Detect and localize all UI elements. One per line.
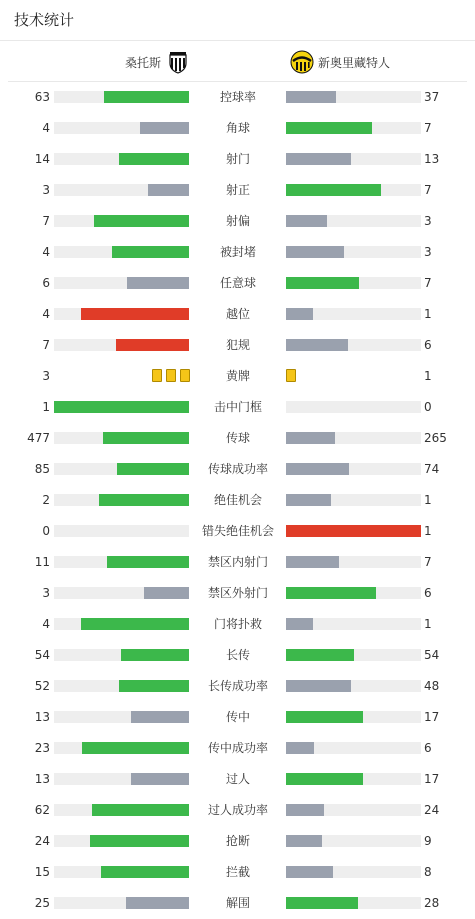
home-value: 13 xyxy=(34,772,50,786)
away-bar-track xyxy=(286,432,421,444)
away-value: 7 xyxy=(424,121,432,135)
away-bar xyxy=(286,835,322,847)
away-bar xyxy=(286,494,331,506)
stat-label: 过人成功率 xyxy=(207,803,268,817)
home-bar xyxy=(119,153,189,165)
away-bar xyxy=(286,804,324,816)
stat-label: 禁区外射门 xyxy=(207,586,268,600)
yellow-card-icon xyxy=(166,369,176,382)
home-bar xyxy=(92,804,189,816)
stat-label: 传中 xyxy=(225,710,250,724)
home-team-name: 桑托斯 xyxy=(125,55,162,70)
away-bar-track xyxy=(286,618,421,630)
home-value: 62 xyxy=(34,803,50,817)
away-bar-track xyxy=(286,835,421,847)
away-value: 24 xyxy=(424,803,440,817)
stat-row xyxy=(0,763,475,794)
stat-label: 传球 xyxy=(225,431,250,445)
away-team-name: 新奥里藏特人 xyxy=(318,55,391,70)
away-bar xyxy=(286,246,344,258)
stat-label: 射门 xyxy=(225,152,250,166)
away-value: 17 xyxy=(424,710,440,724)
stat-label: 抢断 xyxy=(225,834,250,848)
away-value: 37 xyxy=(424,90,440,104)
stat-row xyxy=(0,732,475,763)
away-bar xyxy=(286,153,351,165)
away-bar-track xyxy=(286,680,421,692)
stat-row xyxy=(0,577,475,608)
stat-row xyxy=(0,298,475,329)
home-bar xyxy=(103,432,189,444)
home-value: 2 xyxy=(42,493,50,507)
away-bar-track xyxy=(286,215,421,227)
away-bar xyxy=(286,432,335,444)
away-bar xyxy=(286,773,363,785)
away-bar-track xyxy=(286,773,421,785)
novorizontino-crest-icon xyxy=(290,50,314,74)
home-value: 52 xyxy=(34,679,50,693)
home-value: 6 xyxy=(42,276,50,290)
home-value: 15 xyxy=(34,865,50,879)
stat-row xyxy=(0,484,475,515)
home-bar xyxy=(140,122,189,134)
stat-row xyxy=(0,670,475,701)
away-value: 7 xyxy=(424,555,432,569)
stat-label: 长传 xyxy=(225,648,250,662)
away-yellow-cards xyxy=(286,369,296,382)
away-bar-track xyxy=(286,587,421,599)
stat-row xyxy=(0,81,475,112)
santos-crest-icon xyxy=(166,50,190,74)
away-bar-track xyxy=(286,866,421,878)
home-bar-track xyxy=(54,525,189,537)
home-bar xyxy=(121,649,189,661)
away-bar xyxy=(286,122,372,134)
away-team xyxy=(290,51,390,73)
home-bar xyxy=(127,277,189,289)
home-value: 477 xyxy=(27,431,50,445)
home-bar xyxy=(117,463,189,475)
home-bar-track xyxy=(54,804,189,816)
stat-label: 角球 xyxy=(225,121,250,135)
away-value: 1 xyxy=(424,493,432,507)
home-value: 7 xyxy=(42,214,50,228)
away-bar xyxy=(286,277,359,289)
stat-label: 射偏 xyxy=(225,214,250,228)
away-value: 1 xyxy=(424,369,432,383)
home-bar-track xyxy=(54,122,189,134)
away-bar-track xyxy=(286,246,421,258)
home-bar-track xyxy=(54,91,189,103)
stat-row xyxy=(0,701,475,732)
stat-label: 解围 xyxy=(225,896,250,910)
stat-row xyxy=(0,546,475,577)
stat-label: 犯规 xyxy=(225,338,250,352)
away-bar-track xyxy=(286,556,421,568)
home-bar-track xyxy=(54,494,189,506)
home-yellow-cards xyxy=(152,369,190,382)
home-value: 4 xyxy=(42,307,50,321)
away-bar-track xyxy=(286,339,421,351)
home-value: 1 xyxy=(42,400,50,414)
away-value: 8 xyxy=(424,865,432,879)
away-bar-track xyxy=(286,153,421,165)
section-title: 技术统计 xyxy=(14,11,75,29)
home-bar xyxy=(94,215,189,227)
stat-label: 控球率 xyxy=(219,90,256,104)
away-bar xyxy=(286,91,336,103)
home-value: 0 xyxy=(42,524,50,538)
away-value: 0 xyxy=(424,400,432,414)
away-bar-track xyxy=(286,184,421,196)
away-bar xyxy=(286,680,351,692)
away-value: 28 xyxy=(424,896,440,910)
home-bar-track xyxy=(54,432,189,444)
away-bar-track xyxy=(286,804,421,816)
away-bar-track xyxy=(286,277,421,289)
away-value: 3 xyxy=(424,245,432,259)
stat-label: 禁区内射门 xyxy=(207,555,268,569)
home-value: 4 xyxy=(42,245,50,259)
home-value: 3 xyxy=(42,183,50,197)
home-bar-track xyxy=(54,463,189,475)
home-value: 85 xyxy=(34,462,50,476)
home-bar xyxy=(144,587,189,599)
away-value: 74 xyxy=(424,462,440,476)
stat-row xyxy=(0,453,475,484)
stats-list xyxy=(0,81,475,918)
away-bar-track xyxy=(286,91,421,103)
home-bar-track xyxy=(54,618,189,630)
away-bar xyxy=(286,525,421,537)
away-bar xyxy=(286,308,313,320)
home-bar xyxy=(112,246,189,258)
away-bar xyxy=(286,897,358,909)
home-bar-track xyxy=(54,246,189,258)
away-value: 1 xyxy=(424,524,432,538)
home-value: 3 xyxy=(42,369,50,383)
stat-row xyxy=(0,422,475,453)
stat-label: 绝佳机会 xyxy=(213,493,262,507)
away-value: 6 xyxy=(424,741,432,755)
home-bar xyxy=(81,618,189,630)
yellow-card-icon xyxy=(286,369,296,382)
stat-label: 拦截 xyxy=(225,865,250,879)
stat-row xyxy=(0,856,475,887)
home-value: 54 xyxy=(34,648,50,662)
away-value: 6 xyxy=(424,338,432,352)
stat-row xyxy=(0,825,475,856)
stat-label: 射正 xyxy=(225,183,250,197)
home-bar-track xyxy=(54,308,189,320)
away-bar-track xyxy=(286,463,421,475)
away-bar xyxy=(286,711,363,723)
home-bar-track xyxy=(54,556,189,568)
home-value: 4 xyxy=(42,121,50,135)
home-value: 4 xyxy=(42,617,50,631)
home-bar xyxy=(104,91,189,103)
away-bar-track xyxy=(286,742,421,754)
home-bar-track xyxy=(54,649,189,661)
yellow-card-icon xyxy=(180,369,190,382)
stat-row xyxy=(0,515,475,546)
stat-label: 长传成功率 xyxy=(207,679,268,693)
home-bar xyxy=(107,556,189,568)
stat-label: 门将扑救 xyxy=(213,617,262,631)
stat-label: 越位 xyxy=(225,307,250,321)
away-bar-track xyxy=(286,494,421,506)
home-bar-track xyxy=(54,711,189,723)
stat-row xyxy=(0,360,475,391)
home-bar-track xyxy=(54,401,189,413)
away-bar-track xyxy=(286,649,421,661)
away-bar xyxy=(286,215,327,227)
away-value: 9 xyxy=(424,834,432,848)
header-divider xyxy=(0,40,475,41)
away-value: 3 xyxy=(424,214,432,228)
away-value: 17 xyxy=(424,772,440,786)
stat-row xyxy=(0,236,475,267)
stat-row xyxy=(0,205,475,236)
stat-label: 黄牌 xyxy=(225,369,250,383)
away-bar xyxy=(286,184,381,196)
home-bar-track xyxy=(54,215,189,227)
stat-row xyxy=(0,143,475,174)
stat-label: 击中门框 xyxy=(213,400,262,414)
home-value: 25 xyxy=(34,896,50,910)
stat-row xyxy=(0,329,475,360)
away-bar-track xyxy=(286,711,421,723)
away-bar-track xyxy=(286,122,421,134)
home-value: 63 xyxy=(34,90,50,104)
stat-label: 被封堵 xyxy=(219,245,256,259)
away-bar xyxy=(286,587,376,599)
away-bar-track xyxy=(286,897,421,909)
home-bar xyxy=(54,401,189,413)
stat-row xyxy=(0,608,475,639)
away-bar xyxy=(286,649,354,661)
home-bar xyxy=(126,897,189,909)
home-bar xyxy=(90,835,189,847)
home-value: 23 xyxy=(34,741,50,755)
home-value: 13 xyxy=(34,710,50,724)
home-bar-track xyxy=(54,277,189,289)
home-bar xyxy=(131,773,189,785)
away-bar-track xyxy=(286,525,421,537)
away-bar-track xyxy=(286,308,421,320)
home-value: 11 xyxy=(34,555,50,569)
home-bar xyxy=(116,339,189,351)
away-value: 1 xyxy=(424,617,432,631)
home-bar xyxy=(148,184,189,196)
away-bar-track xyxy=(286,401,421,413)
home-bar xyxy=(119,680,189,692)
home-bar-track xyxy=(54,897,189,909)
away-value: 7 xyxy=(424,276,432,290)
away-bar xyxy=(286,463,349,475)
stat-label: 传球成功率 xyxy=(207,462,268,476)
away-value: 1 xyxy=(424,307,432,321)
away-bar xyxy=(286,556,339,568)
home-bar xyxy=(101,866,189,878)
home-bar xyxy=(81,308,189,320)
stat-row xyxy=(0,267,475,298)
home-bar-track xyxy=(54,773,189,785)
away-value: 13 xyxy=(424,152,440,166)
stat-row xyxy=(0,794,475,825)
yellow-card-icon xyxy=(152,369,162,382)
home-bar-track xyxy=(54,742,189,754)
stat-row xyxy=(0,639,475,670)
home-value: 24 xyxy=(34,834,50,848)
home-bar-track xyxy=(54,184,189,196)
stat-row xyxy=(0,112,475,143)
stat-label: 错失绝佳机会 xyxy=(201,524,274,538)
home-bar-track xyxy=(54,587,189,599)
home-bar xyxy=(99,494,189,506)
stat-row xyxy=(0,391,475,422)
home-team xyxy=(125,51,190,73)
stat-label: 任意球 xyxy=(219,276,256,290)
home-bar-track xyxy=(54,835,189,847)
away-value: 48 xyxy=(424,679,440,693)
home-bar-track xyxy=(54,339,189,351)
away-bar xyxy=(286,742,314,754)
home-value: 3 xyxy=(42,586,50,600)
stat-label: 过人 xyxy=(225,772,250,786)
away-value: 54 xyxy=(424,648,440,662)
stat-row xyxy=(0,174,475,205)
away-bar xyxy=(286,866,333,878)
home-bar xyxy=(82,742,189,754)
away-value: 6 xyxy=(424,586,432,600)
away-value: 7 xyxy=(424,183,432,197)
home-bar-track xyxy=(54,153,189,165)
stat-label: 传中成功率 xyxy=(207,741,268,755)
stat-row xyxy=(0,887,475,918)
home-bar xyxy=(131,711,189,723)
away-bar xyxy=(286,339,348,351)
home-value: 7 xyxy=(42,338,50,352)
home-value: 14 xyxy=(34,152,50,166)
away-value: 265 xyxy=(424,431,447,445)
home-bar-track xyxy=(54,680,189,692)
away-bar xyxy=(286,618,313,630)
home-bar-track xyxy=(54,866,189,878)
